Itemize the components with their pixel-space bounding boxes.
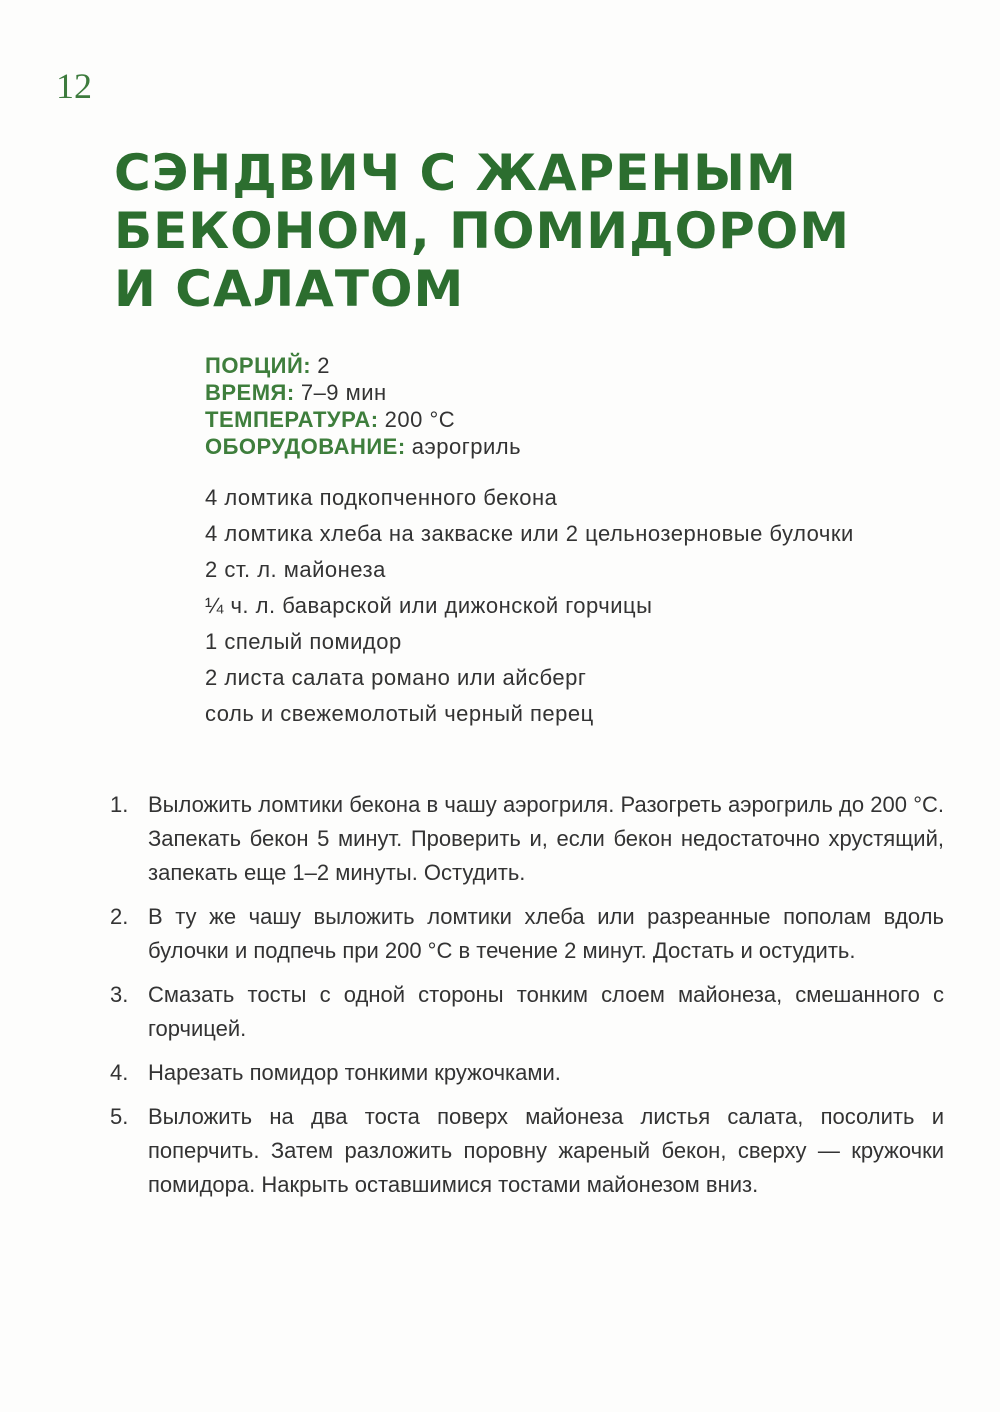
step-number: 5. <box>110 1104 129 1129</box>
equipment-value: аэрогриль <box>411 434 522 459</box>
servings-label: ПОРЦИЙ: <box>205 353 312 378</box>
time-label: ВРЕМЯ: <box>205 380 295 405</box>
step-text: Выложить ломтики бекона в чашу аэрогриля. Разогреть аэрогриль до 200 °C. Запекать бекон 5 минут. Проверить и, если бекон недостаточно хрустящий, запекать еще 1–2 минуты. Остудить. <box>148 792 944 885</box>
title-line: БЕКОНОМ, ПОМИДОРОМ <box>114 202 851 260</box>
ingredient-item: 2 листа салата романо или айсберг <box>205 665 587 690</box>
step-text: Нарезать помидор тонкими кружочками. <box>148 1060 561 1085</box>
equipment-label: ОБОРУДОВАНИЕ: <box>205 434 406 459</box>
ingredient-item: 2 ст. л. майонеза <box>205 557 386 582</box>
ingredients-list <box>205 484 905 736</box>
time-value: 7–9 мин <box>300 380 387 405</box>
equipment-row <box>205 433 521 460</box>
step-item <box>110 1100 944 1202</box>
step-text: В ту же чашу выложить ломтики хлеба или разреанные пополам вдоль булочки и подпечь при 200 °C в течение 2 минут. Достать и остудить. <box>148 904 944 963</box>
step-number: 2. <box>110 904 129 929</box>
step-number: 1. <box>110 792 129 817</box>
temperature-label: ТЕМПЕРАТУРА: <box>205 407 379 432</box>
ingredient-item: 4 ломтика подкопченного бекона <box>205 485 558 510</box>
title-line: И САЛАТОМ <box>114 260 465 318</box>
ingredient-item: 4 ломтика хлеба на закваске или 2 цельнозерновые булочки <box>205 521 854 546</box>
servings-value: 2 <box>317 353 330 378</box>
page-number: 12 <box>56 66 92 106</box>
step-number: 4. <box>110 1060 129 1085</box>
title-line: СЭНДВИЧ С ЖАРЕНЫМ <box>114 144 797 202</box>
step-item <box>110 788 944 890</box>
step-item <box>110 1056 944 1090</box>
recipe-meta <box>205 352 521 460</box>
time-row <box>205 379 521 406</box>
step-item <box>110 900 944 968</box>
temperature-value: 200 °C <box>384 407 456 432</box>
ingredient-item: 1 спелый помидор <box>205 629 402 654</box>
steps-list <box>110 788 944 1212</box>
step-text: Смазать тосты с одной стороны тонким слоем майонеза, смешанного с горчицей. <box>148 982 944 1041</box>
step-number: 3. <box>110 982 129 1007</box>
ingredient-item: ¼ ч. л. баварской или дижонской горчицы <box>205 593 653 618</box>
recipe-title <box>114 144 914 318</box>
servings-row <box>205 352 521 379</box>
temperature-row <box>205 406 521 433</box>
ingredient-item: соль и свежемолотый черный перец <box>205 701 594 726</box>
step-text: Выложить на два тоста поверх майонеза листья салата, посолить и поперчить. Затем разложить поровну жареный бекон, сверху — кружочки помидора. Накрыть оставшимися тостами майонезом вниз. <box>148 1104 944 1197</box>
step-item <box>110 978 944 1046</box>
